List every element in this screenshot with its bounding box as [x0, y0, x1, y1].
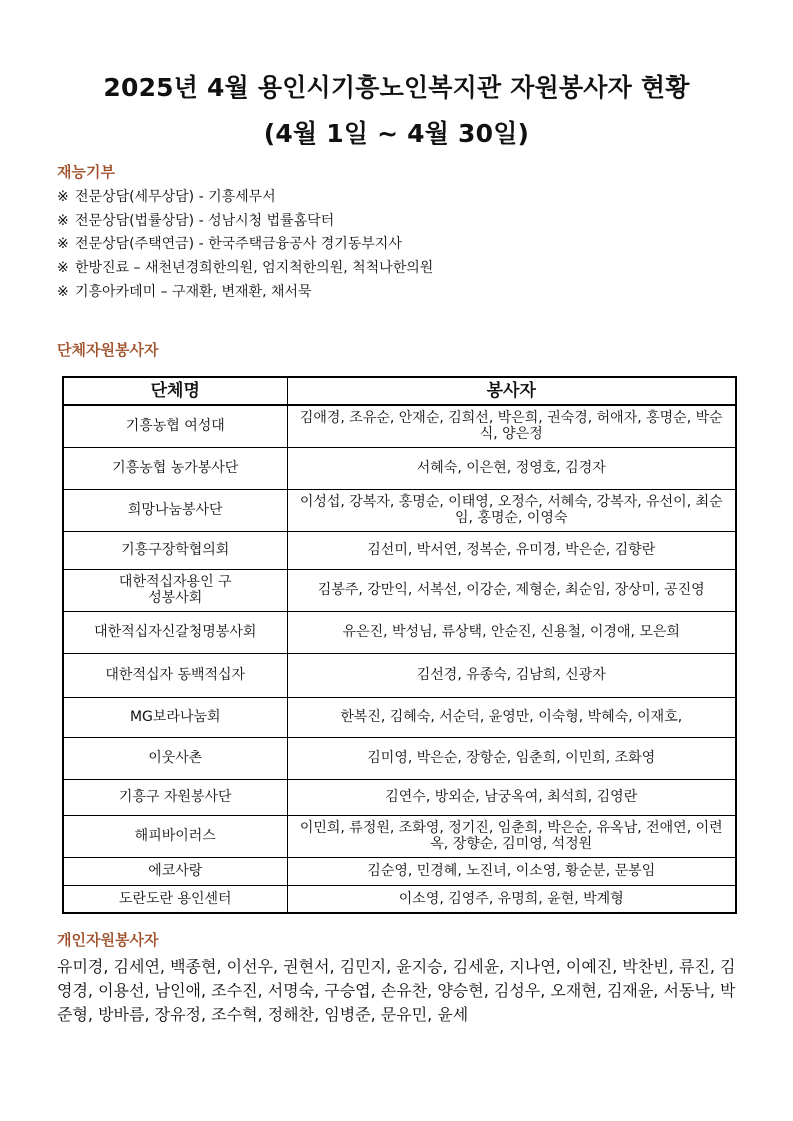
- volunteer-names: 서혜숙, 이은현, 정영호, 김경자: [287, 447, 736, 489]
- talent-item-text: 기흥아카데미 – 구재환, 변재환, 채서묵: [75, 283, 312, 300]
- volunteer-names: 김순영, 민경혜, 노진녀, 이소영, 황순분, 문봉임: [287, 857, 736, 885]
- column-header-organization: 단체명: [63, 377, 287, 405]
- volunteer-names: 이소영, 김영주, 유명희, 윤현, 박계형: [287, 885, 736, 913]
- group-volunteers-table: [62, 376, 737, 914]
- reference-mark: ※: [57, 283, 69, 300]
- list-item: [57, 233, 757, 257]
- table-header-row: [63, 377, 736, 405]
- table-row: [63, 569, 736, 611]
- table-row: [63, 737, 736, 779]
- organization-name: 희망나눔봉사단: [63, 489, 287, 531]
- list-item: [57, 257, 757, 281]
- table-row: [63, 885, 736, 913]
- volunteer-names: 김미영, 박은순, 장항순, 임춘희, 이민희, 조화영: [287, 737, 736, 779]
- table-row: [63, 779, 736, 815]
- organization-name: 기흥구장학협의회: [63, 531, 287, 569]
- organization-name: 대한적십자신갈청명봉사회: [63, 611, 287, 653]
- volunteer-names: 이성섭, 강복자, 홍명순, 이태영, 오정수, 서혜숙, 강복자, 유선이, 최순임, 홍명순, 이영숙: [287, 489, 736, 531]
- organization-name: 이웃사촌: [63, 737, 287, 779]
- organization-name: MG보라나눔회: [63, 697, 287, 737]
- volunteer-names: 김봉주, 강만익, 서복선, 이강순, 제형순, 최순임, 장상미, 공진영: [287, 569, 736, 611]
- organization-name: 대한적십자용인 구성봉사회: [63, 569, 287, 611]
- table-row: [63, 697, 736, 737]
- reference-mark: ※: [57, 212, 69, 229]
- organization-name: 기흥농협 농가봉사단: [63, 447, 287, 489]
- table-row: [63, 857, 736, 885]
- list-item: [57, 210, 757, 234]
- organization-name: 대한적십자 동백적십자: [63, 653, 287, 697]
- table-row: [63, 489, 736, 531]
- reference-mark: ※: [57, 260, 69, 277]
- talent-donation-list: [57, 186, 757, 304]
- table-row: [63, 815, 736, 857]
- organization-name: 도란도란 용인센터: [63, 885, 287, 913]
- page-title: 2025년 4월 용인시기흥노인복지관 자원봉사자 현황: [103, 73, 690, 102]
- talent-item-text: 한방진료 – 새천년경희한의원, 엄지척한의원, 척척나한의원: [75, 260, 434, 277]
- volunteer-names: 김선경, 유종숙, 김남희, 신광자: [287, 653, 736, 697]
- table-row: [63, 611, 736, 653]
- volunteer-names: 김연수, 방외순, 남궁옥여, 최석희, 김영란: [287, 779, 736, 815]
- page-subtitle-period: (4월 1일 ~ 4월 30일): [263, 119, 530, 148]
- talent-item-text: 전문상담(법률상담) - 성남시청 법률홈닥터: [75, 212, 335, 229]
- table-row: [63, 405, 736, 447]
- individual-volunteers-heading: 개인자원봉사자: [57, 931, 159, 949]
- talent-donation-heading: 재능기부: [57, 163, 115, 181]
- volunteer-names: 유은진, 박성님, 류상택, 안순진, 신용철, 이경애, 모은희: [287, 611, 736, 653]
- table-row: [63, 653, 736, 697]
- list-item: [57, 186, 757, 210]
- organization-name: 해피바이러스: [63, 815, 287, 857]
- organization-name: 기흥농협 여성대: [63, 405, 287, 447]
- table-row: [63, 447, 736, 489]
- column-header-volunteers: 봉사자: [287, 377, 736, 405]
- volunteer-names: 이민희, 류정원, 조화영, 정기진, 임춘희, 박은순, 유옥남, 전애연, 이련옥, 장향순, 김미영, 석정원: [287, 815, 736, 857]
- table-row: [63, 531, 736, 569]
- reference-mark: ※: [57, 189, 69, 205]
- talent-item-text: 전문상담(주택연금) - 한국주택금융공사 경기동부지사: [75, 236, 402, 253]
- volunteer-names: 김애경, 조유순, 안재순, 김희선, 박은희, 권숙경, 허애자, 홍명순, 박순식, 양은정: [287, 405, 736, 447]
- volunteer-names: 한복진, 김혜숙, 서순덕, 윤영만, 이숙형, 박혜숙, 이재호,: [287, 697, 736, 737]
- organization-name: 기흥구 자원봉사단: [63, 779, 287, 815]
- organization-name: 에코사랑: [63, 857, 287, 885]
- volunteer-names: 김선미, 박서연, 정복순, 유미경, 박은순, 김향란: [287, 531, 736, 569]
- individual-volunteers-names: 유미경, 김세연, 백종현, 이선우, 권현서, 김민지, 윤지승, 김세윤, 지나연, 이예진, 박찬빈, 류진, 김영경, 이용선, 남인애, 조수진, 서명숙, 구승엽, 손유찬, 양승현, 김성우, 오재현, 김재윤, 서동낙, 박준형, 방바름, 장유정, 조수혁, 정해찬, 임병준, 문유민, 윤세: [57, 957, 736, 1024]
- reference-mark: ※: [57, 236, 69, 253]
- talent-item-text: 전문상담(세무상담) - 기흥세무서: [75, 189, 276, 205]
- group-volunteers-heading: 단체자원봉사자: [57, 341, 159, 359]
- list-item: [57, 281, 757, 305]
